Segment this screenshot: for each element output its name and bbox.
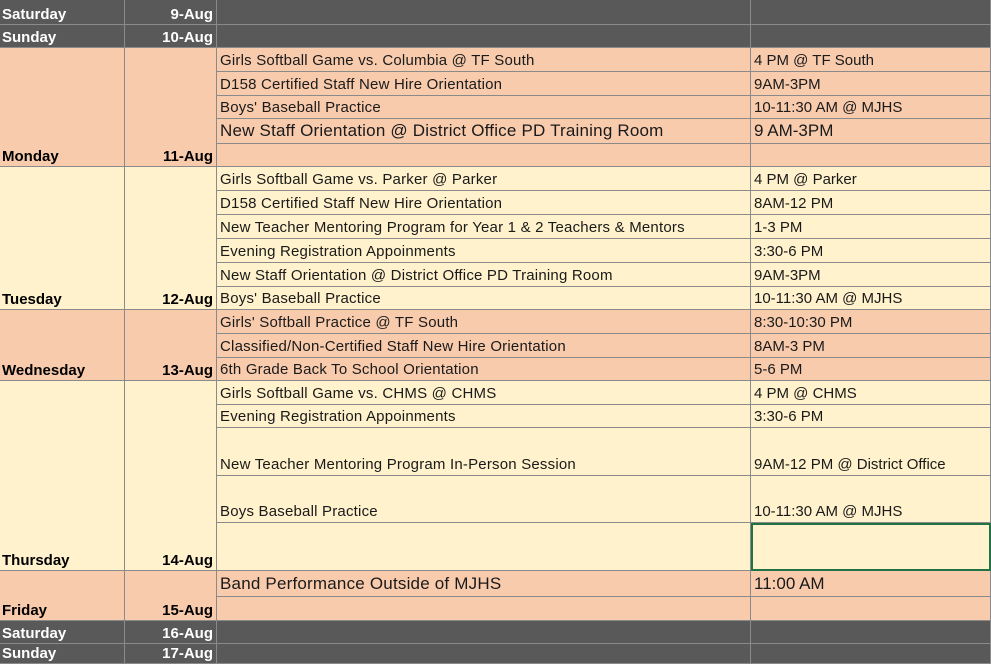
day-cell-monday[interactable]: Monday <box>0 48 125 167</box>
time-cell[interactable]: 3:30-6 PM <box>751 239 991 263</box>
selected-cell[interactable] <box>751 523 991 571</box>
time-cell[interactable] <box>751 621 991 644</box>
event-cell[interactable]: Girls' Softball Practice @ TF South <box>217 310 751 334</box>
date-cell-saturday[interactable]: 16-Aug <box>125 621 217 644</box>
time-cell[interactable]: 8AM-12 PM <box>751 191 991 215</box>
time-cell[interactable]: 3:30-6 PM <box>751 405 991 428</box>
time-cell[interactable]: 8:30-10:30 PM <box>751 310 991 334</box>
event-cell[interactable]: New Staff Orientation @ District Office PD Training Room <box>217 119 751 144</box>
day-cell-saturday[interactable]: Saturday <box>0 621 125 644</box>
date-cell-tuesday[interactable]: 12-Aug <box>125 167 217 310</box>
time-cell[interactable] <box>751 0 991 25</box>
date-cell-friday[interactable]: 15-Aug <box>125 571 217 621</box>
event-cell[interactable]: D158 Certified Staff New Hire Orientation <box>217 72 751 96</box>
event-cell[interactable]: D158 Certified Staff New Hire Orientation <box>217 191 751 215</box>
event-cell[interactable]: New Teacher Mentoring Program for Year 1 & 2 Teachers & Mentors <box>217 215 751 239</box>
event-cell[interactable] <box>217 621 751 644</box>
event-cell[interactable] <box>217 25 751 48</box>
event-cell[interactable]: Evening Registration Appoinments <box>217 239 751 263</box>
date-cell-monday[interactable]: 11-Aug <box>125 48 217 167</box>
time-cell[interactable] <box>751 144 991 167</box>
event-cell[interactable] <box>217 523 751 571</box>
date-cell-saturday[interactable]: 9-Aug <box>125 0 217 25</box>
time-cell[interactable]: 4 PM @ TF South <box>751 48 991 72</box>
event-cell[interactable] <box>217 0 751 25</box>
time-cell[interactable]: 9AM-3PM <box>751 263 991 287</box>
time-cell[interactable] <box>751 25 991 48</box>
time-cell[interactable]: 4 PM @ Parker <box>751 167 991 191</box>
day-cell-sunday[interactable]: Sunday <box>0 25 125 48</box>
event-cell[interactable]: New Teacher Mentoring Program In-Person Session <box>217 428 751 476</box>
event-cell[interactable]: Girls Softball Game vs. Parker @ Parker <box>217 167 751 191</box>
time-cell[interactable]: 4 PM @ CHMS <box>751 381 991 405</box>
day-cell-sunday[interactable]: Sunday <box>0 644 125 664</box>
time-cell[interactable]: 9AM-12 PM @ District Office <box>751 428 991 476</box>
event-cell[interactable]: Girls Softball Game vs. CHMS @ CHMS <box>217 381 751 405</box>
event-cell[interactable]: New Staff Orientation @ District Office PD Training Room <box>217 263 751 287</box>
time-cell[interactable]: 10-11:30 AM @ MJHS <box>751 96 991 119</box>
event-cell[interactable] <box>217 644 751 664</box>
event-cell[interactable]: Boys' Baseball Practice <box>217 287 751 310</box>
time-cell[interactable]: 9 AM-3PM <box>751 119 991 144</box>
day-cell-saturday[interactable]: Saturday <box>0 0 125 25</box>
time-cell[interactable]: 9AM-3PM <box>751 72 991 96</box>
event-cell[interactable] <box>217 144 751 167</box>
event-cell[interactable]: Girls Softball Game vs. Columbia @ TF South <box>217 48 751 72</box>
date-cell-sunday[interactable]: 10-Aug <box>125 25 217 48</box>
day-cell-tuesday[interactable]: Tuesday <box>0 167 125 310</box>
time-cell[interactable]: 5-6 PM <box>751 358 991 381</box>
time-cell[interactable] <box>751 644 991 664</box>
time-cell[interactable]: 10-11:30 AM @ MJHS <box>751 287 991 310</box>
event-cell[interactable]: 6th Grade Back To School Orientation <box>217 358 751 381</box>
date-cell-thursday[interactable]: 14-Aug <box>125 381 217 571</box>
date-cell-sunday[interactable]: 17-Aug <box>125 644 217 664</box>
time-cell[interactable]: 8AM-3 PM <box>751 334 991 358</box>
time-cell[interactable]: 11:00 AM <box>751 571 991 597</box>
event-cell[interactable]: Boys Baseball Practice <box>217 476 751 523</box>
event-cell[interactable] <box>217 597 751 621</box>
event-cell[interactable]: Boys' Baseball Practice <box>217 96 751 119</box>
day-cell-thursday[interactable]: Thursday <box>0 381 125 571</box>
day-cell-wednesday[interactable]: Wednesday <box>0 310 125 381</box>
event-cell[interactable]: Classified/Non-Certified Staff New Hire Orientation <box>217 334 751 358</box>
event-cell[interactable]: Evening Registration Appoinments <box>217 405 751 428</box>
date-cell-wednesday[interactable]: 13-Aug <box>125 310 217 381</box>
time-cell[interactable]: 10-11:30 AM @ MJHS <box>751 476 991 523</box>
day-cell-friday[interactable]: Friday <box>0 571 125 621</box>
event-cell[interactable]: Band Performance Outside of MJHS <box>217 571 751 597</box>
time-cell[interactable]: 1-3 PM <box>751 215 991 239</box>
time-cell[interactable] <box>751 597 991 621</box>
